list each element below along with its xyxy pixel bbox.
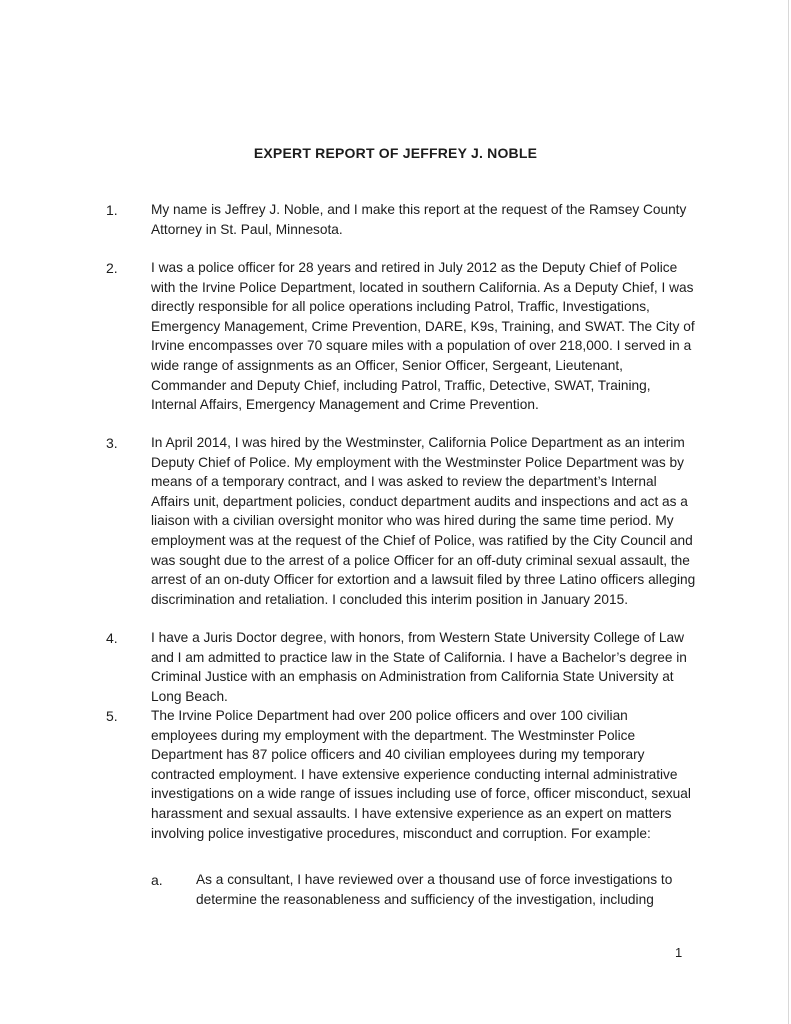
paragraph-number: 1. xyxy=(106,202,118,218)
paragraph-text: In April 2014, I was hired by the Westminster, California Police Department as an interim Deputy Chief of Police. My employment with the Westminster Police Department was by means of a temporary contract, and I was asked to review the department’s Internal Affairs unit, department policies, conduct department audits and inspections and act as a liaison with a civilian oversight monitor who was hired during the same time period. My employment was at the request of the Chief of Police, was ratified by the City Council and was sought due to the arrest of a police Officer for an off-duty criminal sexual assault, the arrest of an on-duty Officer for extortion and a lawsuit filed by three Latino officers alleging discrimination and retaliation. I concluded this interim position in January 2015. xyxy=(151,435,696,607)
paragraph-number: 2. xyxy=(106,260,118,276)
paragraph-number: 4. xyxy=(106,630,118,646)
page-number: 1 xyxy=(675,945,683,960)
paragraph-text: I have a Juris Doctor degree, with honors, from Western State University College of Law and I am admitted to practice law in the State of California. I have a Bachelor’s degree in Criminal Justice with an emphasis on Administration from California State University at Long Beach. xyxy=(151,630,687,704)
document-title: EXPERT REPORT OF JEFFREY J. NOBLE xyxy=(253,145,538,161)
subitem-text: As a consultant, I have reviewed over a thousand use of force investigations to determine the reasonableness and sufficiency of the investigation, including xyxy=(196,872,673,907)
paragraph-text: I was a police officer for 28 years and retired in July 2012 as the Deputy Chief of Police with the Irvine Police Department, located in southern California. As a Deputy Chief, I was directly responsible for all police operations including Patrol, Traffic, Investigations, Emergency Management, Crime Prevention, DARE, K9s, Training, and SWAT. The City of Irvine encompasses over 70 square miles with a population of over 218,000. I served in a wide range of assignments as an Officer, Senior Officer, Sergeant, Lieutenant, Commander and Deputy Chief, including Patrol, Traffic, Detective, SWAT, Training, Internal Affairs, Emergency Management and Crime Prevention. xyxy=(151,260,695,413)
paragraph-text: My name is Jeffrey J. Noble, and I make this report at the request of the Ramsey County Attorney in St. Paul, Minnesota. xyxy=(151,202,687,237)
paragraph-number: 5. xyxy=(106,708,118,724)
paragraph-number: 3. xyxy=(106,435,118,451)
subitem-label: a. xyxy=(151,872,163,888)
paragraph-text: The Irvine Police Department had over 200 police officers and over 100 civilian employees during my employment with the department. The Westminster Police Department has 87 police officers and 40 civilian employees during my temporary contracted employment. I have extensive experience conducting internal administrative investigations on a wide range of issues including use of force, officer misconduct, sexual harassment and sexual assaults. I have extensive experience as an expert on matters involving police investigative procedures, misconduct and corruption. For example: xyxy=(151,708,691,841)
